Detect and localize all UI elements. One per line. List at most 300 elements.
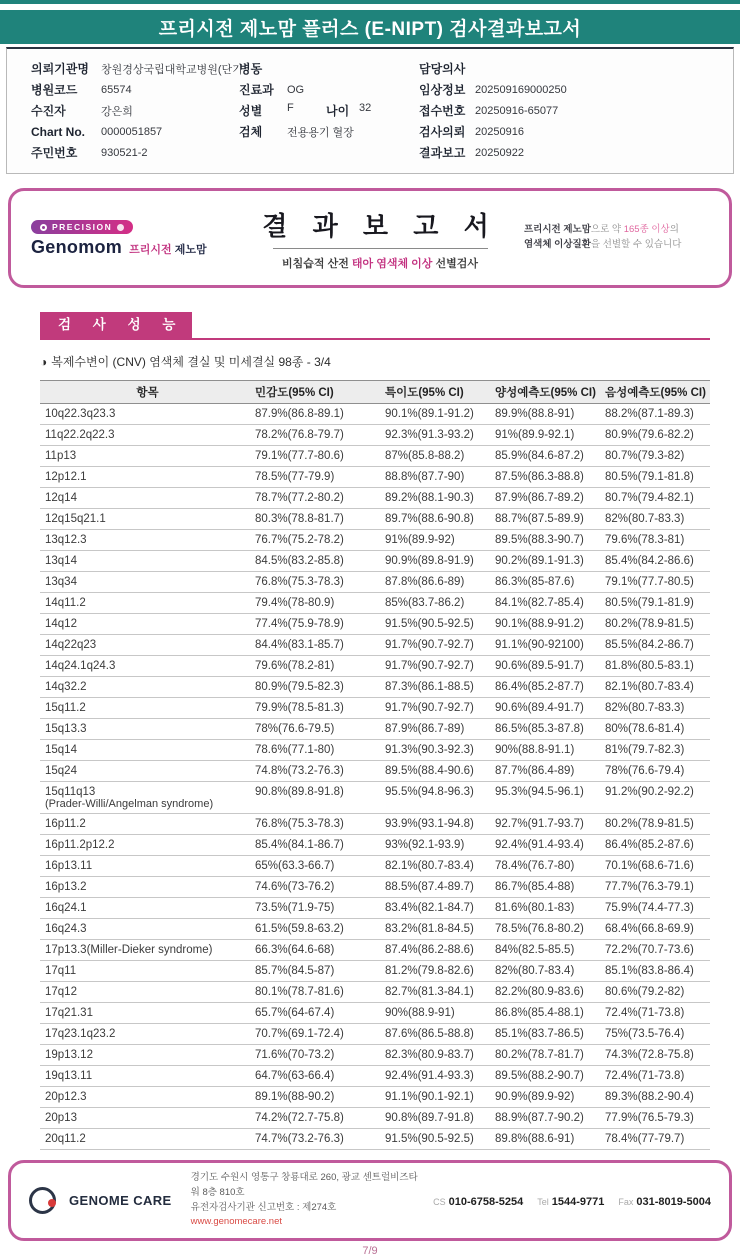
- info-label: 결과보고: [419, 146, 466, 160]
- cell-sensitivity: 84.4%(83.1-85.7): [255, 639, 344, 652]
- cell-npv: 85.5%(84.2-86.7): [605, 639, 694, 652]
- cell-npv: 82%(80.7-83.3): [605, 513, 685, 526]
- report-banner-title: 결 과 보 고 서: [262, 210, 498, 241]
- cell-specificity: 95.5%(94.8-96.3): [385, 786, 474, 799]
- table-row: [40, 1003, 710, 1024]
- cell-npv: 81.8%(80.5-83.1): [605, 660, 694, 673]
- table-row: [40, 656, 710, 677]
- cell-sensitivity: 80.9%(79.5-82.3): [255, 681, 344, 694]
- info-label: 나이: [326, 104, 350, 118]
- cell-ppv: 92.7%(91.7-93.7): [495, 818, 584, 831]
- cell-sensitivity: 78.6%(77.1-80): [255, 744, 335, 757]
- item-name: 16p11.2p12.2: [45, 839, 115, 852]
- cell-sensitivity: 74.7%(73.2-76.3): [255, 1133, 344, 1146]
- cell-specificity: 87.8%(86.6-89): [385, 576, 465, 589]
- cell-specificity: 90.1%(89.1-91.2): [385, 408, 474, 421]
- side-note-text: 의: [669, 224, 679, 236]
- cell-specificity: 91.7%(90.7-92.7): [385, 660, 474, 673]
- genome-care-logo-icon: [29, 1187, 56, 1214]
- info-value: [359, 124, 419, 140]
- table-row: [40, 782, 710, 814]
- cell-specificity: 93%(92.1-93.9): [385, 839, 465, 852]
- cell-specificity: 87.4%(86.2-88.6): [385, 944, 474, 957]
- table-row: [40, 677, 710, 698]
- cell-specificity: 90%(88.9-91): [385, 1007, 455, 1020]
- info-label: 의뢰기관명: [31, 62, 89, 76]
- info-value: 강은희: [101, 105, 133, 118]
- item-name: 16p13.11: [45, 860, 93, 873]
- cell-specificity: 89.7%(88.6-90.8): [385, 513, 474, 526]
- cell-sensitivity: 74.6%(73-76.2): [255, 881, 335, 894]
- item-name: 17q21.31: [45, 1007, 93, 1020]
- info-label: 병동: [239, 62, 263, 76]
- cell-item: [40, 723, 255, 735]
- cell-npv: 80.7%(79.4-82.1): [605, 492, 694, 505]
- table-row: [40, 698, 710, 719]
- cell-sensitivity: 80.1%(78.7-81.6): [255, 986, 344, 999]
- cell-ppv: 85.9%(84.6-87.2): [495, 450, 584, 463]
- cell-specificity: 87.3%(86.1-88.5): [385, 681, 474, 694]
- license-number: 유전자검사기관 신고번호 : 제274호: [190, 1201, 337, 1213]
- info-value: 65574: [101, 83, 132, 96]
- cell-npv: 91.2%(90.2-92.2): [605, 786, 694, 799]
- table-row: [40, 919, 710, 940]
- report-title-bar: [0, 10, 740, 44]
- cell-ppv: 86.7%(85.4-88): [495, 881, 575, 894]
- cell-npv: 77.9%(76.5-79.3): [605, 1112, 694, 1125]
- precision-badge-label: PRECISION: [52, 222, 113, 233]
- cell-npv: 75%(73.5-76.4): [605, 1028, 685, 1041]
- item-name: 20p13: [45, 1112, 77, 1125]
- footer: [8, 1160, 732, 1241]
- cell-npv: 88.2%(87.1-89.3): [605, 408, 694, 421]
- item-name: 20q11.2: [45, 1133, 86, 1146]
- precision-badge: [31, 220, 133, 234]
- page-title: 프리시전 제노맘 플러스 (E-NIPT) 검사결과보고서: [158, 18, 582, 40]
- cell-item: [40, 702, 255, 714]
- info-row: [7, 121, 733, 142]
- cell-item: [40, 534, 255, 546]
- contact-block: [433, 1192, 711, 1210]
- item-name: 14q12: [45, 618, 77, 631]
- cell-ppv: 90.6%(89.4-91.7): [495, 702, 584, 715]
- cell-item: [40, 1133, 255, 1145]
- cell-npv: 72.2%(70.7-73.6): [605, 944, 694, 957]
- info-value: 32: [359, 102, 372, 114]
- cell-npv: 80.5%(79.1-81.9): [605, 597, 694, 610]
- cell-ppv: 82.2%(80.9-83.6): [495, 986, 584, 999]
- cell-item: [40, 597, 255, 609]
- fax-label: Fax: [618, 1196, 634, 1207]
- cell-item: [40, 902, 255, 914]
- cell-sensitivity: 87.9%(86.8-89.1): [255, 408, 344, 421]
- cell-ppv: 84.1%(82.7-85.4): [495, 597, 584, 610]
- tel-contact: [537, 1192, 604, 1210]
- cell-ppv: 86.4%(85.2-87.7): [495, 681, 584, 694]
- cell-item: [40, 639, 255, 651]
- cell-npv: 72.4%(71-73.8): [605, 1070, 685, 1083]
- cell-item: [40, 660, 255, 672]
- cell-sensitivity: 76.8%(75.3-78.3): [255, 576, 344, 589]
- cell-item: [40, 860, 255, 872]
- cell-npv: 77.7%(76.3-79.1): [605, 881, 694, 894]
- info-value: 0000051857: [101, 125, 163, 138]
- info-value: 전용용기 혈장: [287, 126, 354, 139]
- fax-number: 031-8019-5004: [636, 1195, 711, 1208]
- cell-ppv: 89.5%(88.3-90.7): [495, 534, 584, 547]
- divider: [273, 248, 488, 249]
- subtitle-pre: 비침습적 산전: [282, 257, 352, 270]
- info-value: 20250916: [475, 125, 524, 138]
- cell-ppv: 89.5%(88.2-90.7): [495, 1070, 584, 1083]
- cell-item: [40, 576, 255, 588]
- cell-sensitivity: 66.3%(64.6-68): [255, 944, 335, 957]
- table-row: [40, 856, 710, 877]
- side-note: [524, 223, 709, 252]
- cell-ppv: 90.1%(88.9-91.2): [495, 618, 584, 631]
- cell-specificity: 83.2%(81.8-84.5): [385, 923, 474, 936]
- cell-ppv: 90.2%(89.1-91.3): [495, 555, 584, 568]
- item-name: 17q23.1q23.2: [45, 1028, 116, 1041]
- col-header-npv: 음성예측도(95% CI): [605, 387, 706, 400]
- side-note-pink: 165종 이상: [623, 224, 670, 236]
- cell-item: [40, 1049, 255, 1061]
- cell-specificity: 91%(89.9-92): [385, 534, 455, 547]
- info-label: 접수번호: [419, 104, 466, 118]
- cell-specificity: 92.4%(91.4-93.3): [385, 1070, 474, 1083]
- tel-number: 1544-9771: [551, 1195, 605, 1208]
- cell-sensitivity: 78.7%(77.2-80.2): [255, 492, 344, 505]
- item-name: 15q11q13: [45, 786, 96, 799]
- item-name: 13q14: [45, 555, 77, 568]
- cell-sensitivity: 77.4%(75.9-78.9): [255, 618, 344, 631]
- cell-sensitivity: 74.2%(72.7-75.8): [255, 1112, 344, 1125]
- brand-name: Genomom: [31, 237, 123, 258]
- website-link[interactable]: www.genomecare.net: [190, 1216, 282, 1228]
- cell-sensitivity: 79.1%(77.7-80.6): [255, 450, 344, 463]
- item-name: 14q32.2: [45, 681, 87, 694]
- cell-npv: 80.5%(79.1-81.8): [605, 471, 694, 484]
- side-note-bold: 염색체 이상질환: [524, 239, 591, 250]
- table-row: [40, 1066, 710, 1087]
- item-name: 16p11.2: [45, 818, 86, 831]
- item-name: 16q24.3: [45, 923, 87, 936]
- table-row: [40, 940, 710, 961]
- cell-specificity: 91.1%(90.1-92.1): [385, 1091, 474, 1104]
- item-name: 16p13.2: [45, 881, 87, 894]
- info-value: 930521-2: [101, 146, 148, 159]
- item-name: 11q22.2q22.3: [45, 429, 115, 442]
- item-name: 13q12.3: [45, 534, 87, 547]
- cell-specificity: 91.3%(90.3-92.3): [385, 744, 474, 757]
- report-subtitle: [236, 255, 524, 271]
- cell-ppv: 87.9%(86.7-89.2): [495, 492, 584, 505]
- cell-npv: 74.3%(72.8-75.8): [605, 1049, 694, 1062]
- cell-item: [40, 765, 255, 777]
- table-header-row: [40, 380, 710, 404]
- cell-ppv: 95.3%(94.5-96.1): [495, 786, 584, 799]
- performance-table: [40, 380, 710, 1150]
- cell-specificity: 88.5%(87.4-89.7): [385, 881, 474, 894]
- info-label: 성별: [239, 104, 263, 118]
- info-row: [7, 100, 733, 121]
- cell-specificity: 85%(83.7-86.2): [385, 597, 465, 610]
- cell-npv: 80.6%(79.2-82): [605, 986, 685, 999]
- table-row: [40, 425, 710, 446]
- info-value: OG: [287, 83, 305, 96]
- item-name: 16q24.1: [45, 902, 87, 915]
- cell-npv: 80.2%(78.9-81.5): [605, 818, 694, 831]
- result-report-banner: [8, 188, 732, 288]
- section-header: [40, 312, 710, 340]
- cell-ppv: 91%(89.9-92.1): [495, 429, 575, 442]
- subtitle-post: 선별검사: [432, 257, 478, 270]
- cell-npv: 85.1%(83.8-86.4): [605, 965, 694, 978]
- company-address: 경기도 수원시 영통구 창룡대로 260, 광교 센트럴비즈타워 8층 810호: [190, 1172, 418, 1198]
- cs-number: 010-6758-5254: [448, 1195, 524, 1208]
- table-row: [40, 761, 710, 782]
- info-label: [326, 124, 359, 140]
- cell-specificity: 87.6%(86.5-88.8): [385, 1028, 474, 1041]
- cell-sensitivity: 74.8%(73.2-76.3): [255, 765, 344, 778]
- report-center: [236, 206, 524, 271]
- cell-item: [40, 839, 255, 851]
- cell-npv: 68.4%(66.8-69.9): [605, 923, 694, 936]
- subtitle-highlight: 태아 염색체 이상: [351, 257, 433, 270]
- cell-item: [40, 450, 255, 462]
- info-label: 검체: [239, 125, 263, 139]
- cell-ppv: 81.6%(80.1-83): [495, 902, 575, 915]
- cell-sensitivity: 71.6%(70-73.2): [255, 1049, 335, 1062]
- cell-ppv: 80.2%(78.7-81.7): [495, 1049, 584, 1062]
- cell-ppv: 90.9%(89.9-92): [495, 1091, 575, 1104]
- table-row: [40, 719, 710, 740]
- table-row: [40, 1129, 710, 1150]
- item-name: 17q12: [45, 986, 77, 999]
- company-name: GENOME CARE: [69, 1193, 172, 1209]
- cell-specificity: 88.8%(87.7-90): [385, 471, 465, 484]
- col-header-ppv: 양성예측도(95% CI): [495, 387, 596, 400]
- cell-sensitivity: 70.7%(69.1-72.4): [255, 1028, 344, 1041]
- cell-item: [40, 492, 255, 504]
- cell-sensitivity: 76.7%(75.2-78.2): [255, 534, 344, 547]
- cell-ppv: 91.1%(90-92100): [495, 639, 584, 652]
- table-row: [40, 404, 710, 425]
- cell-specificity: 91.7%(90.7-92.7): [385, 639, 474, 652]
- table-caption-text: 복제수변이 (CNV) 염색체 결실 및 미세결실 98종 - 3/4: [51, 355, 331, 370]
- company-address-block: [191, 1171, 420, 1230]
- table-row: [40, 509, 710, 530]
- cell-sensitivity: 84.5%(83.2-85.8): [255, 555, 344, 568]
- cell-item: [40, 1007, 255, 1019]
- cell-sensitivity: 79.9%(78.5-81.3): [255, 702, 344, 715]
- col-header-sensitivity: 민감도(95% CI): [255, 387, 334, 400]
- item-name: 15q13.3: [45, 723, 87, 736]
- ring-icon: [40, 224, 47, 231]
- cell-npv: 70.1%(68.6-71.6): [605, 860, 694, 873]
- cell-item: [40, 513, 255, 525]
- info-row: [7, 79, 733, 100]
- table-row: [40, 961, 710, 982]
- cell-item: [40, 744, 255, 756]
- cell-sensitivity: 85.7%(84.5-87): [255, 965, 335, 978]
- top-accent-strip: [0, 0, 740, 4]
- info-label: 임상정보: [419, 83, 466, 97]
- cell-sensitivity: 64.7%(63-66.4): [255, 1070, 335, 1083]
- cell-sensitivity: 79.6%(78.2-81): [255, 660, 335, 673]
- cell-npv: 82.1%(80.7-83.4): [605, 681, 694, 694]
- info-label: 주민번호: [31, 146, 78, 160]
- info-label: 담당의사: [419, 62, 466, 76]
- table-row: [40, 1108, 710, 1129]
- cell-npv: 86.4%(85.2-87.6): [605, 839, 694, 852]
- item-name: 13q34: [45, 576, 77, 589]
- cell-specificity: 93.9%(93.1-94.8): [385, 818, 474, 831]
- info-value: F: [287, 102, 294, 114]
- item-name: 12q15q21.1: [45, 513, 106, 526]
- info-value-group: [287, 102, 419, 119]
- table-row: [40, 982, 710, 1003]
- cell-item: [40, 429, 255, 441]
- genomom-brand-block: [31, 218, 236, 259]
- cell-sensitivity: 78%(76.6-79.5): [255, 723, 335, 736]
- cell-item: [40, 1112, 255, 1124]
- table-row: [40, 488, 710, 509]
- item-name: 11p13: [45, 450, 77, 463]
- cell-ppv: 88.9%(87.7-90.2): [495, 1112, 584, 1125]
- cell-specificity: 82.3%(80.9-83.7): [385, 1049, 474, 1062]
- table-row: [40, 593, 710, 614]
- cell-ppv: 89.8%(88.6-91): [495, 1133, 575, 1146]
- table-row: [40, 635, 710, 656]
- table-row: [40, 467, 710, 488]
- table-row: [40, 530, 710, 551]
- side-note-text: 을 선별할 수 있습니다: [590, 239, 682, 250]
- cs-label: CS: [433, 1196, 446, 1207]
- cell-item: [40, 1028, 255, 1040]
- side-note-bold: 프리시전 제노맘: [524, 224, 591, 236]
- item-name: 15q14: [45, 744, 77, 757]
- info-row: [7, 142, 733, 163]
- cell-ppv: 85.1%(83.7-86.5): [495, 1028, 584, 1041]
- cell-specificity: 89.5%(88.4-90.6): [385, 765, 474, 778]
- info-value: 창원경상국립대학교병원(단기: [101, 63, 243, 76]
- info-label: 진료과: [239, 83, 274, 97]
- cell-item: [40, 944, 255, 956]
- info-value: [359, 84, 419, 96]
- cell-ppv: 87.5%(86.3-88.8): [495, 471, 584, 484]
- table-body: [40, 404, 710, 1150]
- cell-sensitivity: 89.1%(88-90.2): [255, 1091, 335, 1104]
- item-name: 19q13.11: [45, 1070, 93, 1083]
- patient-info-rows: [7, 58, 733, 163]
- cell-ppv: 89.9%(88.8-91): [495, 408, 575, 421]
- item-name: 14q22q23: [45, 639, 97, 652]
- cell-specificity: 91.5%(90.5-92.5): [385, 618, 474, 631]
- table-row: [40, 572, 710, 593]
- table-caption: [40, 353, 740, 370]
- cell-ppv: 78.4%(76.7-80): [495, 860, 575, 873]
- cell-specificity: 83.4%(82.1-84.7): [385, 902, 474, 915]
- cell-npv: 80.7%(79.3-82): [605, 450, 685, 463]
- table-row: [40, 898, 710, 919]
- cell-specificity: 91.5%(90.5-92.5): [385, 1133, 474, 1146]
- info-value-group: [287, 84, 419, 96]
- cell-item: [40, 471, 255, 483]
- section-title-badge: 검 사 성 능: [40, 312, 192, 338]
- info-value-group: [287, 124, 419, 140]
- cell-sensitivity: 61.5%(59.8-63.2): [255, 923, 344, 936]
- col-header-specificity: 특이도(95% CI): [385, 387, 464, 400]
- info-value: 20250916-65077: [475, 104, 559, 117]
- cell-specificity: 90.8%(89.7-91.8): [385, 1112, 474, 1125]
- cell-npv: 80.2%(78.9-81.5): [605, 618, 694, 631]
- cell-ppv: 82%(80.7-83.4): [495, 965, 575, 978]
- cell-sensitivity: 85.4%(84.1-86.7): [255, 839, 344, 852]
- cell-npv: 72.4%(71-73.8): [605, 1007, 685, 1020]
- info-label: 수진자: [31, 104, 66, 118]
- cell-sensitivity: 65.7%(64-67.4): [255, 1007, 335, 1020]
- table-row: [40, 835, 710, 856]
- cell-ppv: 86.8%(85.4-88.1): [495, 1007, 584, 1020]
- item-subname: (Prader-Willi/Angelman syndrome): [45, 798, 214, 811]
- table-row: [40, 614, 710, 635]
- cell-ppv: 90.6%(89.5-91.7): [495, 660, 584, 673]
- item-name: 14q11.2: [45, 597, 86, 610]
- brand-kr-dark: 제노맘: [174, 244, 207, 257]
- item-name: 10q22.3q23.3: [45, 408, 116, 421]
- cell-item: [40, 408, 255, 420]
- cell-npv: 79.6%(78.3-81): [605, 534, 685, 547]
- cell-specificity: 82.7%(81.3-84.1): [385, 986, 474, 999]
- dot-icon: [117, 224, 124, 231]
- cell-item: [40, 986, 255, 998]
- table-row: [40, 1087, 710, 1108]
- item-name: 17p13.3(Miller-Dieker syndrome): [45, 944, 213, 957]
- item-name: 17q11: [45, 965, 77, 978]
- table-row: [40, 551, 710, 572]
- cell-npv: 78.4%(77-79.7): [605, 1133, 685, 1146]
- cell-item: [40, 923, 255, 935]
- info-value: 20250922: [475, 146, 524, 159]
- cell-ppv: 84%(82.5-85.5): [495, 944, 575, 957]
- cell-ppv: 78.5%(76.8-80.2): [495, 923, 584, 936]
- cell-item: [40, 555, 255, 567]
- cell-ppv: 87.7%(86.4-89): [495, 765, 575, 778]
- item-name: 19p13.12: [45, 1049, 93, 1062]
- cell-npv: 89.3%(88.2-90.4): [605, 1091, 694, 1104]
- info-value: 202509169000250: [475, 83, 567, 96]
- cell-item: [40, 1091, 255, 1103]
- item-name: 15q11.2: [45, 702, 86, 715]
- info-label: 검사의뢰: [419, 125, 466, 139]
- brand-line: [31, 237, 236, 258]
- side-note-text: 으로 약: [590, 224, 624, 236]
- cell-ppv: 86.3%(85-87.6): [495, 576, 575, 589]
- cell-item: [40, 881, 255, 893]
- cs-contact: [433, 1192, 523, 1210]
- item-name: 12p12.1: [45, 471, 87, 484]
- table-row: [40, 877, 710, 898]
- cell-sensitivity: 78.5%(77-79.9): [255, 471, 335, 484]
- table-row: [40, 1045, 710, 1066]
- cell-item: [40, 618, 255, 630]
- cell-sensitivity: 76.8%(75.3-78.3): [255, 818, 344, 831]
- cell-sensitivity: 65%(63.3-66.7): [255, 860, 335, 873]
- fax-contact: [618, 1192, 711, 1210]
- cell-npv: 78%(76.6-79.4): [605, 765, 685, 778]
- table-row: [40, 1024, 710, 1045]
